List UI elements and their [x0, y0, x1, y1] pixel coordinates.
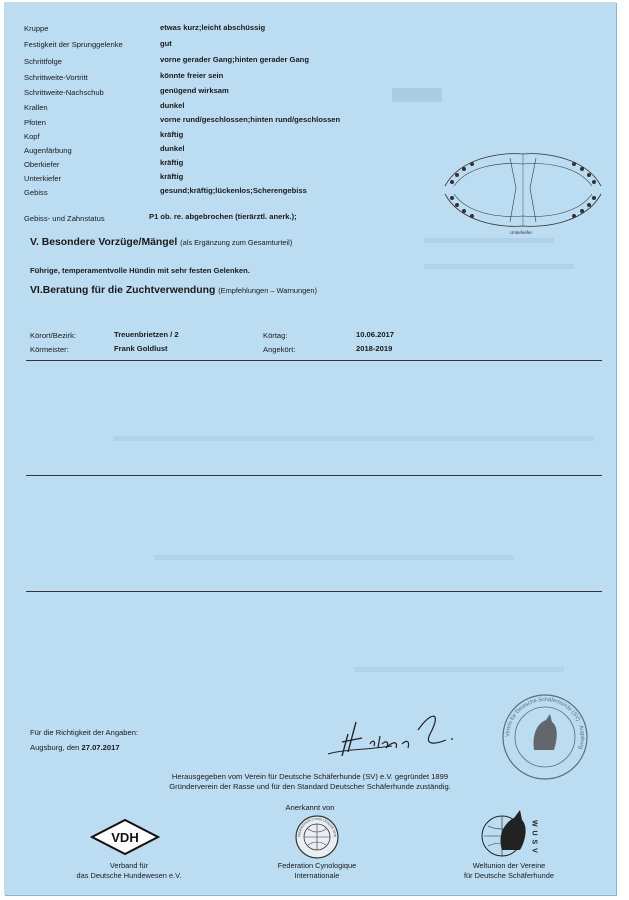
signature — [322, 700, 482, 762]
vdh-logo — [90, 818, 160, 856]
attr-label: Schrittfolge — [24, 57, 62, 66]
attr-label: Oberkiefer — [24, 160, 60, 169]
attr-label: Schrittweite-Vortritt — [24, 73, 88, 82]
watermark-block — [392, 88, 442, 102]
wusv-logo — [476, 806, 542, 860]
attr-value: dunkel — [160, 101, 185, 110]
attr-value: gut — [160, 39, 172, 48]
section-6-title: VI.Beratung für die Zuchtverwendung — [30, 285, 216, 296]
koer-meister-value: Frank Goldlust — [114, 344, 168, 353]
dental-diagram-label: Unterkiefer — [510, 230, 533, 235]
section-5-text: Führige, temperamentvolle Hündin mit sehr festen Gelenken. — [30, 266, 250, 275]
divider — [26, 475, 602, 476]
koer-angekoert-label: Angekört: — [263, 345, 296, 354]
section-5-note: (als Ergänzung zum Gesamturteil) — [180, 238, 293, 247]
place-date-prefix: Augsburg, den — [30, 743, 80, 752]
attr-value: vorne rund/geschlossen;hinten rund/geschlossen — [160, 115, 341, 124]
wusv-caption-line1: Weltunion der Vereine — [472, 861, 546, 870]
section-5-title: V. Besondere Vorzüge/Mängel — [30, 237, 178, 248]
attr-value: könnte freier sein — [160, 71, 224, 80]
document-page — [4, 2, 616, 895]
fci-caption-line1: Federation Cynologique — [277, 861, 357, 870]
koer-tag-label: Körtag: — [263, 331, 288, 340]
section-6-heading — [30, 285, 317, 296]
anerkannt-text: Anerkannt von — [285, 803, 335, 812]
watermark-line — [424, 264, 574, 269]
attr-label: Kopf — [24, 132, 40, 141]
attr-value: gesund;kräftig;lückenlos;Scherengebiss — [160, 186, 307, 195]
attr-label: Augenfärbung — [24, 146, 72, 155]
wusv-logo-text: W U S V — [530, 820, 538, 854]
vdh-caption — [44, 861, 214, 881]
teeth-status-label: Gebiss- und Zahnstatus — [24, 214, 105, 223]
teeth-status-value: P1 ob. re. abgebrochen (tierärztl. anerk.); — [149, 212, 297, 221]
watermark-line — [154, 555, 514, 560]
attr-label: Festigkeit der Sprunggelenke — [24, 40, 123, 49]
vdh-logo-text: VDH — [111, 830, 139, 845]
fci-caption-line2: Internationale — [294, 871, 340, 880]
dental-diagram — [440, 144, 606, 236]
divider — [26, 591, 602, 592]
stamp-text: Verein für Deutsche Schäferhunde (SV) · Augsburg — [504, 696, 586, 750]
attr-label: Gebiss — [24, 188, 48, 197]
richtigkeit-text: Für die Richtigkeit der Angaben: — [30, 728, 139, 737]
koer-angekoert-value: 2018-2019 — [356, 344, 393, 353]
sv-stamp — [500, 692, 590, 782]
fci-logo — [294, 814, 340, 860]
publisher-line2: Gründerverein der Rasse und für den Standard Deutscher Schäferhunde zuständig. — [169, 782, 451, 791]
watermark-line — [354, 667, 564, 672]
wusv-caption — [424, 861, 594, 881]
fci-caption — [232, 861, 402, 881]
watermark-line — [114, 436, 594, 441]
koer-ort-value: Treuenbrietzen / 2 — [114, 330, 179, 339]
section-5-heading — [30, 237, 292, 248]
watermark-line — [424, 238, 554, 243]
attr-label: Krallen — [24, 103, 48, 112]
attr-label: Schrittweite-Nachschub — [24, 88, 104, 97]
attr-label: Pfoten — [24, 118, 46, 127]
publisher-line1: Herausgegeben vom Verein für Deutsche Schäferhunde (SV) e.V. gegründet 1899 — [171, 772, 449, 781]
koer-tag-value: 10.06.2017 — [356, 330, 395, 339]
koer-meister-label: Körmeister: — [30, 345, 69, 354]
section-6-note: (Empfehlungen – Warnungen) — [218, 286, 317, 295]
place-date-value: 27.07.2017 — [81, 743, 120, 752]
fci-logo-text: FEDERATION CYNOLOGIQUE INTE — [296, 816, 338, 838]
attr-label: Unterkiefer — [24, 174, 62, 183]
attr-label: Kruppe — [24, 24, 49, 33]
attr-value: etwas kurz;leicht abschüssig — [160, 23, 266, 32]
attr-value: kräftig — [160, 130, 184, 139]
vdh-caption-line1: Verband für — [109, 861, 149, 870]
divider — [26, 360, 602, 361]
vdh-caption-line2: das Deutsche Hundewesen e.V. — [76, 871, 182, 880]
attr-value: vorne gerader Gang;hinten gerader Gang — [160, 55, 309, 64]
koer-ort-label: Körort/Bezirk: — [30, 331, 76, 340]
wusv-caption-line2: für Deutsche Schäferhunde — [464, 871, 554, 880]
attr-value: genügend wirksam — [160, 86, 229, 95]
attr-value: kräftig — [160, 172, 184, 181]
place-date — [30, 743, 120, 752]
attr-value: dunkel — [160, 144, 185, 153]
attr-value: kräftig — [160, 158, 184, 167]
